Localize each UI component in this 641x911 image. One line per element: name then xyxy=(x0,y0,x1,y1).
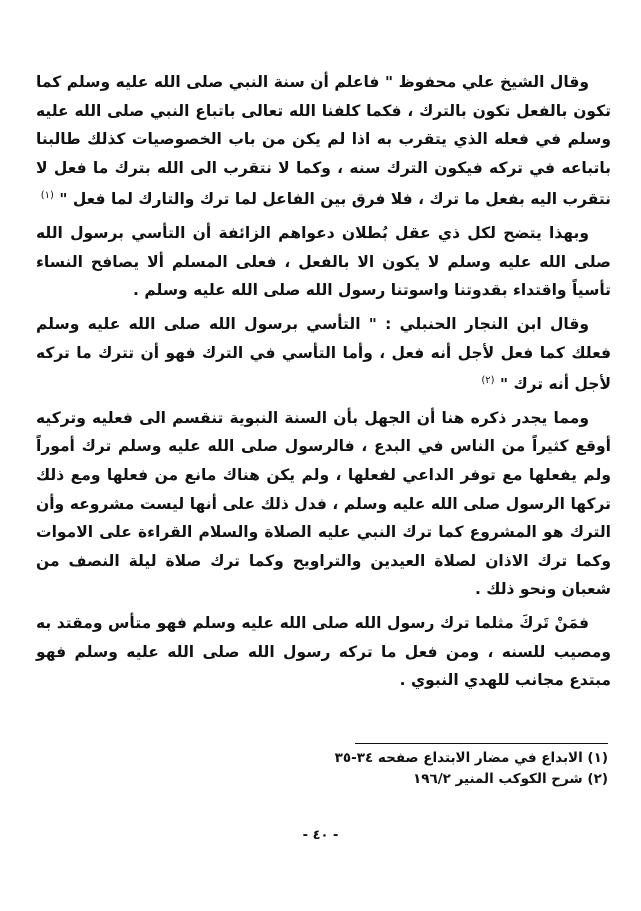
footnote-divider xyxy=(355,743,608,744)
paragraph-text: وقال الشيخ علي محفوظ " فاعلم أن سنة النبي صلى الله عليه وسلم كما تكون بالفعل تكون بالترك ، فكما كلفنا الله تعالى باتباع النبي صلى الله عليه وسلم في فعله الذي يتقرب به اذا لم يكن من باب الخصوصيات كذلك طالبنا باتباعه في تركه فيكون الترك سنه ، وكما لا نتقرب الى الله بترك ما فعل لا نتقرب اليه بفعل ما ترك ، فلا فرق بين الفاعل لما ترك والتارك لما فعل " xyxy=(36,73,611,209)
paragraph-text: وقال ابن النجار الحنبلي : " التأسي برسول الله صلى الله عليه وسلم فعلك كما فعل لأجل أنه فعل ، وأما التأسي في الترك فهو أن تترك ما تركه لأجل أنه ترك " xyxy=(36,314,611,394)
paragraph-conclusion xyxy=(36,219,611,305)
main-text xyxy=(36,68,611,695)
footnotes xyxy=(278,748,608,790)
paragraph-text: فمَنْ تَركَ مثلما ترك رسول الله صلى الله عليه وسلم فهو متأس ومقتد به ومصيب للسنه ، ومن فعل ما تركه رسول الله صلى الله عليه وسلم فهو مبتدع مجانب للهدي النبوي . xyxy=(36,614,611,690)
footnote-1: (١) الابداع في مضار الابتداع صفحه ٣٤-٣٥ xyxy=(334,750,608,766)
paragraph-text: ومما يجدر ذكره هنا أن الجهل بأن السنة النبوية تنقسم الى فعليه وتركيه أوقع كثيراً من الناس في البدع ، فالرسول صلى الله عليه وسلم ترك أموراً ولم يفعلها مع توفر الداعي لفعلها ، ولم يكن هناك مانع من فعلها ومع ذلك تركها الرسول صلى الله عليه وسلم ، فدل ذلك على أنها ليست مشروعه وأن الترك هو المشروع كما ترك النبي عليه الصلاة والسلام القراءة على الاموات وكما ترك الاذان لصلاة العيدين والتراويح وكما ترك صلاة ليلة النصف من شعبان ونحو ذلك . xyxy=(36,408,611,599)
paragraph-ali-mahfouz-quote xyxy=(36,68,611,214)
paragraph-final xyxy=(36,609,611,695)
page-number: - ٤٠ - xyxy=(302,828,339,843)
footnote-2: (٢) شرح الكوكب المنير ١٩٦/٢ xyxy=(412,771,608,787)
footnote-reference: (١) xyxy=(40,190,54,202)
paragraph-ibn-najjar-quote xyxy=(36,310,611,399)
paragraph-sunnah-types xyxy=(36,404,611,604)
paragraph-text: وبهذا يتضح لكل ذي عقل بُطلان دعواهم الزائفة أن التأسي برسول الله صلى الله عليه وسلم لا يكون الا بالفعل ، فعلى المسلم ألا يصافح النساء تأسياً واقتداء بقدوتنا واسوتنا رسول الله صلى الله عليه وسلم . xyxy=(36,224,611,300)
footnote-reference: (٢) xyxy=(481,375,495,387)
